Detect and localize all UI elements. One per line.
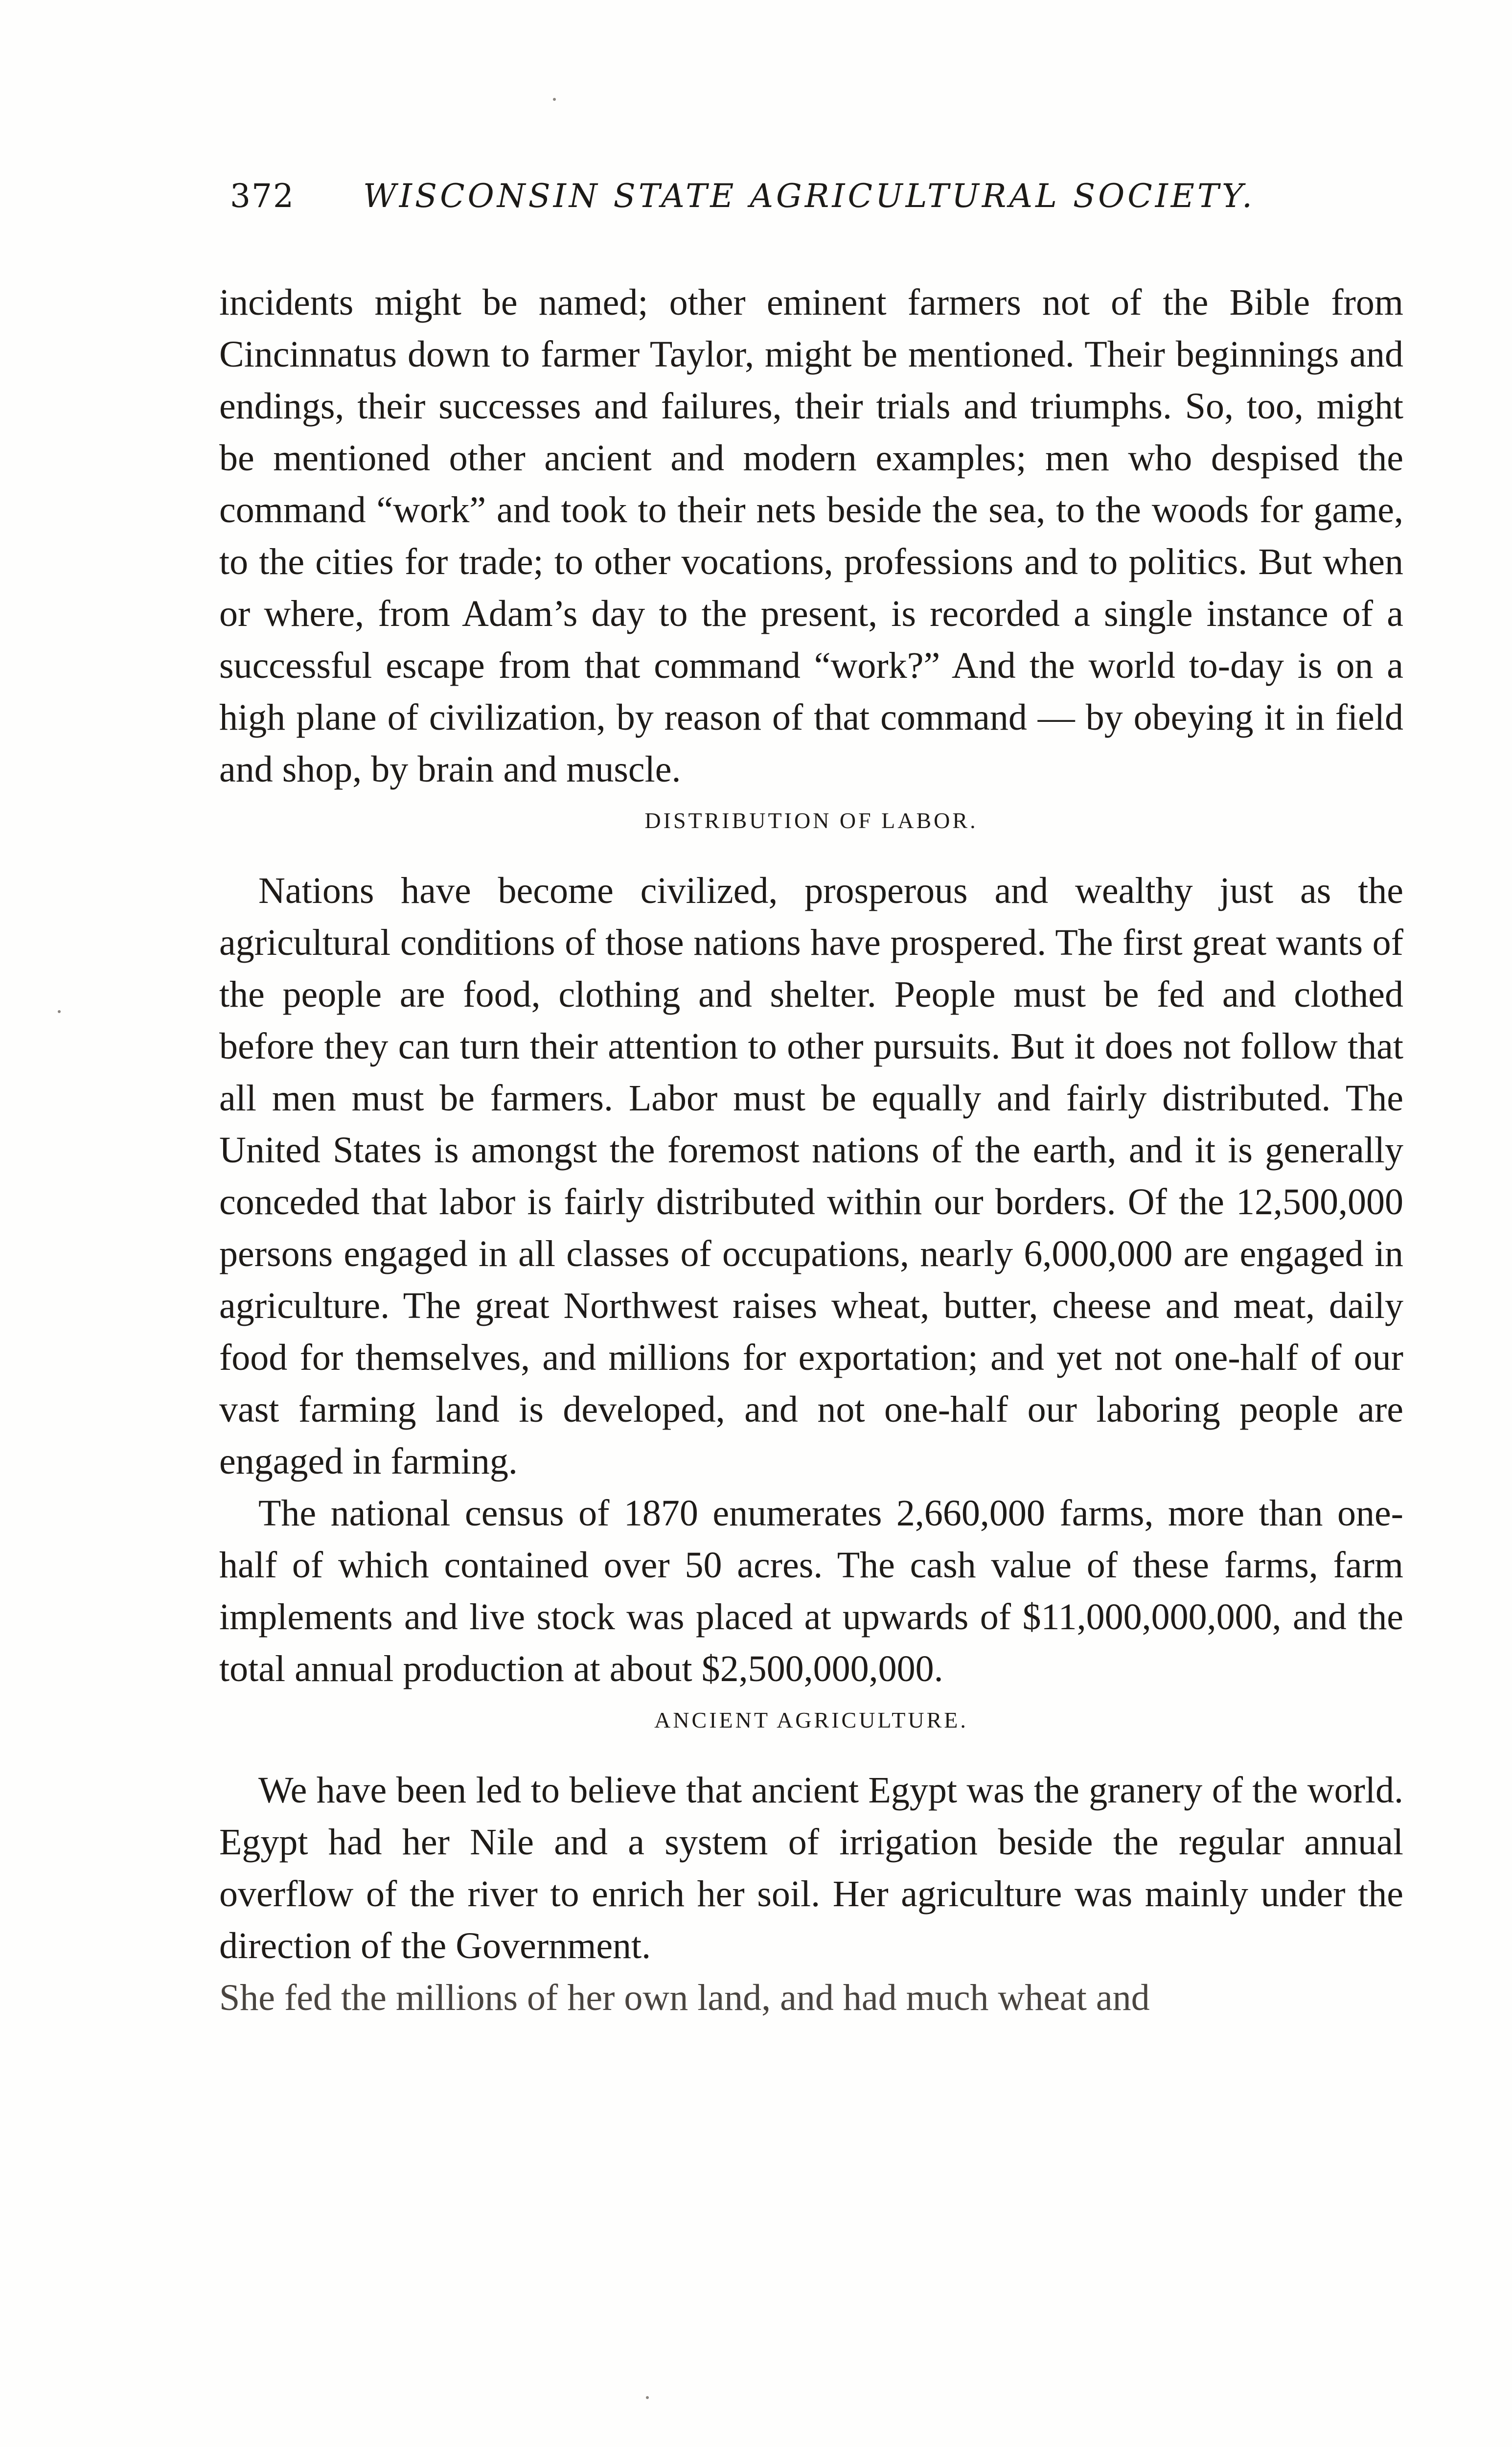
- page-body: [219, 277, 1403, 2024]
- page-number: 372: [230, 177, 295, 215]
- page-header: [230, 177, 1282, 231]
- paragraph-continued: incidents might be named; other eminent farmers not of the Bible from Cincinnatus down to farmer Taylor, might be mentioned. Their beginnings and endings, their successes and failures, their trials and triumphs. So, too, might be mentioned other ancient and modern examples; men who despised the command “work” and took to their nets beside the sea, to the woods for game, to the cities for trade; to other vocations, professions and to politics. But when or where, from Adam’s day to the present, is recorded a single instance of a successful escape from that command “work?” And the world to-day is on a high plane of civilization, by reason of that command — by obeying it in field and shop, by brain and muscle.: [219, 282, 1403, 790]
- running-title: WISCONSIN STATE AGRICULTURAL SOCIETY.: [363, 177, 1256, 215]
- paragraph-distribution: Nations have become civilized, prosperous and wealthy just as the agricultural conditions of those nations have prospered. The first great wants of the people are food, clothing and shelter. People must be fed and clothed before they can turn their attention to other pursuits. But it does not follow that all men must be farmers. Labor must be equally and fairly distributed. The United States is amongst the foremost nations of the earth, and it is generally conceded that labor is fairly distributed within our borders. Of the 12,500,000 persons engaged in all classes of occupations, nearly 6,000,000 are engaged in agriculture. The great Northwest raises wheat, butter, cheese and meat, daily food for themselves, and millions for exportation; and yet not one-half of our vast farming land is developed, and not one-half our laboring people are engaged in farming.: [219, 870, 1403, 1482]
- paragraph-egypt-last-line: She fed the millions of her own land, and had much wheat and: [219, 1977, 1150, 2018]
- section-heading-distribution-of-labor: DISTRIBUTION OF LABOR.: [644, 808, 978, 833]
- paragraph-egypt: We have been led to believe that ancient Egypt was the granery of the world. Egypt had her Nile and a system of irrigation beside the regular annual overflow of the river to enrich her soil. Her agriculture was mainly under the direction of the Government.: [219, 1770, 1403, 1966]
- section-heading-ancient-agriculture: ANCIENT AGRICULTURE.: [654, 1708, 968, 1732]
- paper-speck: [58, 1010, 61, 1013]
- paragraph-census: The national census of 1870 enumerates 2,660,000 farms, more than one-half of which contained over 50 acres. The cash value of these farms, farm implements and live stock was placed at upwards of $11,000,000,000, and the total annual production at about $2,500,000,000.: [219, 1493, 1403, 1689]
- paper-speck: [646, 2396, 649, 2399]
- paper-speck: [553, 98, 556, 101]
